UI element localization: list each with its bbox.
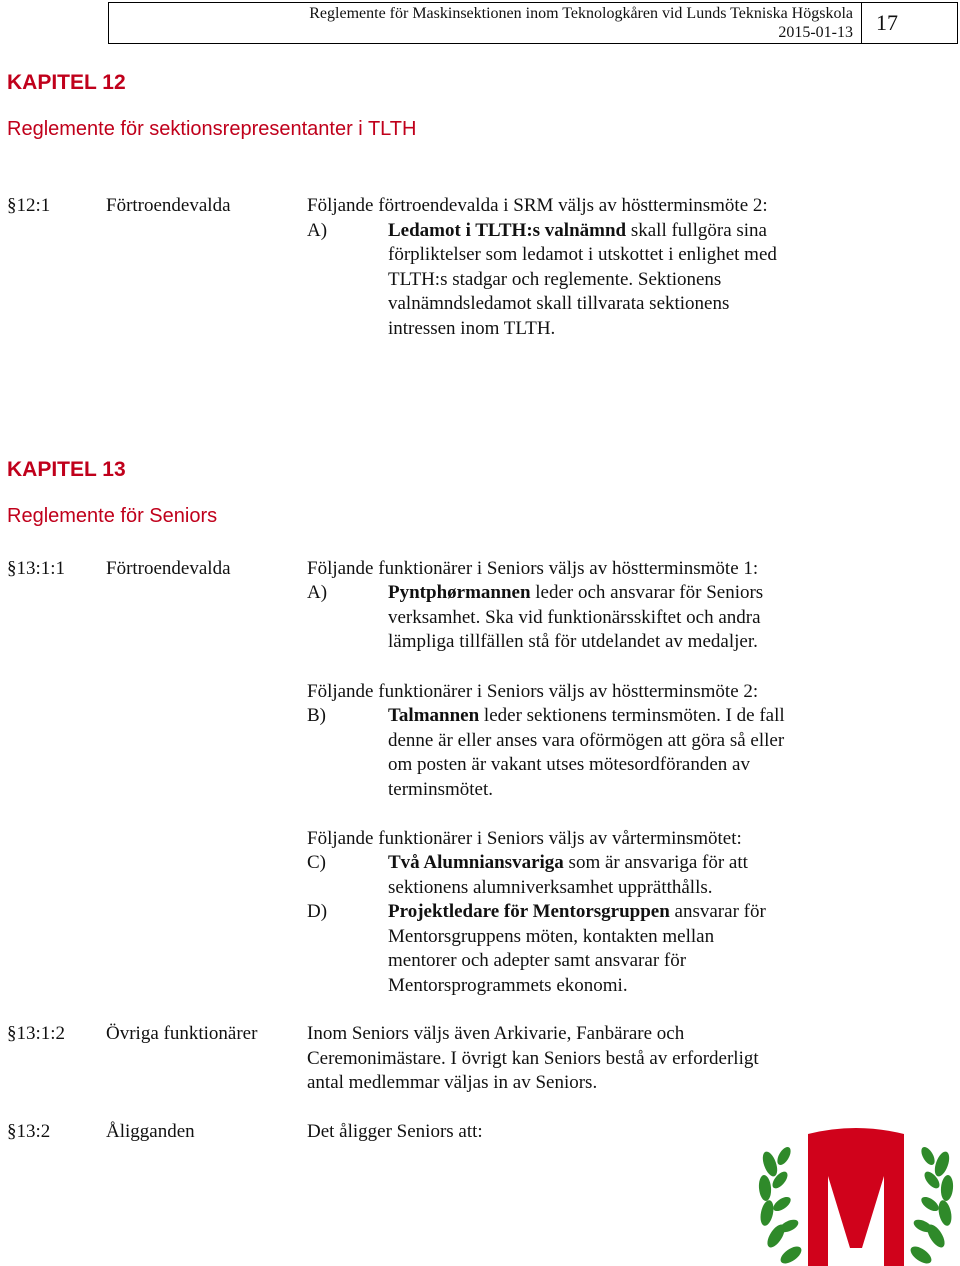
paragraph-line: Ceremonimästare. I övrigt kan Seniors bestå av erforderligt [307,1048,759,1069]
section-heading-13-2: Åligganden [106,1121,195,1142]
role-name: Projektledare för Mentorsgruppen [388,901,670,922]
list-item-first-line: Talmannen leder sektionens terminsmöten. I de fall [388,705,785,726]
item-letter: C) [307,852,326,873]
section-intro: Följande funktionärer i Seniors väljs av höstterminsmöte 2: [307,681,759,702]
list-item-first-line: Ledamot i TLTH:s valnämnd skall fullgöra sina [388,220,767,241]
page-header [108,2,958,44]
section-number-12-1: §12:1 [7,195,51,216]
list-item-first-line: Två Alumniansvariga som är ansvariga för att [388,852,748,873]
role-name: Talmannen [388,705,480,726]
list-item-line: sektionens alumniverksamhet upprätthålls. [388,877,713,898]
paragraph-line: antal medlemmar väljas in av Seniors. [307,1072,598,1093]
item-letter: B) [307,705,326,726]
role-name: Två Alumniansvariga [388,852,564,873]
list-item-line: lämpliga tillfällen stå för utdelandet av medaljer. [388,631,758,652]
paragraph-line: Inom Seniors väljs även Arkivarie, Fanbärare och [307,1023,685,1044]
header-title [109,3,862,43]
role-name: Pyntphørmannen [388,582,531,603]
chapter-13-subtitle: Reglemente för Seniors [7,505,218,527]
list-item-line: valnämndsledamot skall tillvarata sektionens [388,293,730,314]
section-heading-13-1-1: Förtroendevalda [106,558,231,579]
chapter-12-title: KAPITEL 12 [7,71,126,94]
section-heading-12-1: Förtroendevalda [106,195,231,216]
chapter-13-title: KAPITEL 13 [7,458,126,481]
list-item-line: denne är eller anses vara oförmögen att göra så eller [388,730,785,751]
chapter-12-subtitle: Reglemente för sektionsrepresentanter i TLTH [7,118,417,140]
item-letter: A) [307,582,328,603]
page-number: 17 [876,10,898,35]
header-date: 2015-01-13 [778,24,853,41]
role-name: Ledamot i TLTH:s valnämnd [388,220,627,241]
item-letter: A) [307,220,328,241]
section-sign: § [7,1121,17,1142]
section-sign: § [7,558,17,579]
section-intro: Följande funktionärer i Seniors väljs av vårterminsmötet: [307,828,742,849]
list-item-line: Mentorsprogrammets ekonomi. [388,975,628,996]
list-item-first-line: Pyntphørmannen leder och ansvarar för Seniors [388,582,764,603]
list-item-line: förpliktelser som ledamot i utskottet i enlighet med [388,244,777,265]
list-item-line: terminsmötet. [388,779,494,800]
header-line1: Reglemente för Maskinsektionen inom Teknologkåren vid Lunds Tekniska Högskola [309,5,853,22]
section-sign: § [7,1023,17,1044]
list-item-line: intressen inom TLTH. [388,318,556,339]
list-item-line: TLTH:s stadgar och reglemente. Sektionens [388,269,722,290]
section-sign: § [7,195,17,216]
maskinsektionen-m-laurel-logo-icon [756,1118,956,1266]
section-intro: Följande funktionärer i Seniors väljs av höstterminsmöte 1: [307,558,759,579]
section-intro-12-1: Följande förtroendevalda i SRM väljs av höstterminsmöte 2: [307,195,768,216]
list-item-line: verksamhet. Ska vid funktionärsskiftet och andra [388,607,761,628]
list-item-line: mentorer och adepter samt ansvarar för [388,950,687,971]
list-item-line: om posten är vakant utses mötesordföranden av [388,754,750,775]
section-number-13-2: §13:2 [7,1121,51,1142]
section-number-13-1-2: §13:1:2 [7,1023,66,1044]
item-letter: D) [307,901,328,922]
list-item-first-line: Projektledare för Mentorsgruppen ansvarar för [388,901,766,922]
paragraph-line: Det åligger Seniors att: [307,1121,483,1142]
section-number-13-1-1: §13:1:1 [7,558,66,579]
list-item-line: Mentorsgruppens möten, kontakten mellan [388,926,715,947]
section-heading-13-1-2: Övriga funktionärer [106,1023,258,1044]
